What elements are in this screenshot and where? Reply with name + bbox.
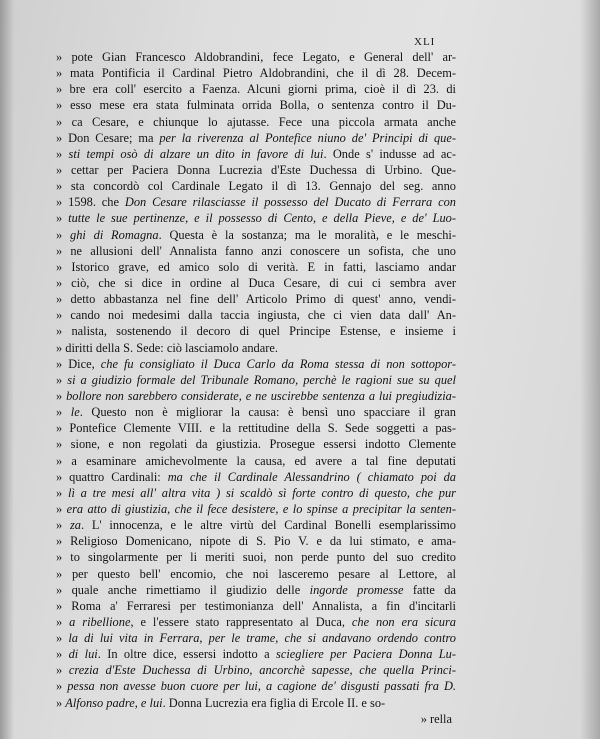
text-segment: » a esaminare amichevolmente la causa, ed avere a tal fine deputati [56, 453, 456, 468]
text-segment: » [56, 663, 69, 678]
text-line [56, 549, 456, 565]
page-edge-shadow [580, 0, 600, 739]
italic-text: Don Cesare rilasciasse il possesso del Ducato di Ferrara con [124, 195, 456, 210]
italic-text: ingorde promesse [309, 582, 404, 597]
text-line [56, 662, 456, 678]
italic-text: pessa non avesse buon cuore per lui, a cagione de' disgusti passati fra D. [67, 679, 456, 694]
text-line [56, 323, 456, 339]
text-segment: » [56, 501, 67, 516]
text-line [56, 210, 456, 226]
italic-text: sti tempi osò di alzare un dito in favore di lui [68, 146, 324, 161]
text-line [56, 533, 456, 549]
text-segment: » [56, 679, 68, 694]
italic-text: la di lui vita in Ferrara, per le trame, che si andavano ordendo contro [68, 631, 456, 646]
italic-text: le [70, 405, 80, 420]
text-segment: . L' innocenza, e le altre virtù del Cardinal Bonelli esemplarissimo [80, 518, 456, 533]
text-line [56, 340, 456, 356]
text-segment: » ne allusioni dell' Annalista fanno anzi conoscere un sofista, che uno [56, 243, 456, 258]
text-line [56, 372, 456, 388]
text-segment: » [56, 631, 69, 646]
text-line [56, 146, 456, 162]
text-line [56, 501, 456, 517]
text-line [56, 695, 456, 711]
text-line [56, 404, 456, 420]
text-segment: » [56, 614, 70, 629]
text-segment: . Questa è la sostanza; ma le moralità, e le meschi- [158, 227, 456, 242]
text-segment: » sione, e non regolati da giustizia. Prosegue essersi indotto Clemente [56, 437, 456, 452]
italic-text: Alfonso padre, e lui [65, 695, 163, 710]
text-segment: » [56, 695, 66, 710]
italic-text: a ribellione [69, 614, 131, 629]
text-line [56, 307, 456, 323]
italic-text: era atto di giustizia, che il fece desistere, e lo spinse a precipitar la senten- [66, 501, 456, 516]
text-line [56, 453, 456, 469]
text-segment: » rella [420, 711, 452, 726]
text-line [56, 275, 456, 291]
text-line [56, 81, 456, 97]
italic-text: che fu consigliato il Duca Carlo da Roma stessa di non sottopor- [100, 356, 456, 371]
text-segment: » ciò, che si dice in ordine al Duca Cesare, di cui ci sembra aver [56, 275, 456, 290]
text-line [56, 65, 456, 81]
gutter-shadow [0, 0, 14, 739]
text-segment: » to singolarmente per li meriti suoi, non perde punto del suo credito [56, 550, 456, 565]
text-line [56, 291, 456, 307]
text-segment: » quattro Cardinali: [56, 469, 168, 484]
text-line [56, 356, 456, 372]
text-line [56, 598, 456, 614]
text-line [56, 646, 456, 662]
italic-text: ma che il Cardinale Alessandrino ( chiamato poi da [167, 469, 456, 484]
text-segment: » per questo bell' encomio, che noi lasceremo pesare al Lettore, al [56, 566, 456, 581]
text-segment: » sta concordò col Cardinale Legato il dì 13. Gennajo del seg. anno [56, 179, 456, 194]
text-segment: » Istorico grave, ed amico solo di verità. E in fatti, lasciamo andar [56, 259, 456, 274]
text-segment: » cettar per Paciera Donna Lucrezia d'Este Duchessa di Urbino. Que- [56, 162, 456, 177]
text-segment: fatte da [403, 582, 456, 597]
text-line [56, 259, 456, 275]
text-segment: » ca Cesare, e chiunque lo ajutasse. Fece una piccola armata anche [56, 114, 456, 129]
text-segment: » Dice, [56, 356, 101, 371]
text-line [56, 485, 456, 501]
text-segment: » [56, 388, 67, 403]
text-segment: » esso mese era stata fulminata orrida Bolla, o sentenza contro il Du- [56, 98, 456, 113]
text-line [56, 97, 456, 113]
italic-text: che non era sicura [351, 614, 456, 629]
text-line [56, 711, 456, 727]
text-segment: » Religioso Domenicano, nipote di S. Pio V. e da lui stimato, e ama- [56, 534, 456, 549]
text-line [56, 582, 456, 598]
italic-text: si a giudizio formale del Tribunale Romano, perchè le ragioni sue su quel [67, 372, 456, 387]
text-segment: , e l'essere stato rappresentato al Duca, [130, 614, 352, 629]
text-segment: » bre era coll' esercito a Faenza. Alcuni giorni prima, cioè il dì 23. di [56, 82, 456, 97]
text-segment: » [56, 372, 68, 387]
italic-text: crezia d'Este Duchessa di Urbino, ancorchè sapesse, che quella Princi- [68, 663, 456, 678]
text-segment: » mata Pontificia il Cardinal Pietro Aldobrandini, che il dì 28. Decem- [56, 66, 456, 81]
text-segment: » [56, 485, 68, 500]
italic-text: za [69, 518, 81, 533]
text-segment: » nalista, sostenendo il decoro di quel Principe Estense, e insieme i [56, 324, 456, 339]
text-segment: » [56, 211, 69, 226]
text-line [56, 630, 456, 646]
text-line [56, 162, 456, 178]
text-segment: » pote Gian Francesco Aldobrandini, fece Legato, e General dell' ar- [56, 50, 456, 64]
italic-text: di lui [68, 647, 98, 662]
text-segment: . Questo non è migliorar la causa: è bensì uno spacciare il gran [79, 405, 456, 420]
text-segment: » cando noi medesimi dalla taccia ingiusta, che ci vien data dall' An- [56, 308, 456, 323]
text-line [56, 130, 456, 146]
italic-text: sciegliere per Paciera Donna Lu- [276, 647, 456, 662]
italic-text: ghi di Romagna [70, 227, 159, 242]
text-segment: » [56, 146, 69, 161]
text-line [56, 436, 456, 452]
text-line [56, 227, 456, 243]
text-line [56, 178, 456, 194]
text-segment: » detto abbastanza nel fine dell' Articolo Primo di quest' anno, vendi- [56, 292, 456, 307]
text-line [56, 420, 456, 436]
italic-text: lì a tre mesi all' altra vita ) si scaldò sì forte contro di questo, che pur [68, 485, 456, 500]
text-segment: » [56, 405, 71, 420]
text-line [56, 517, 456, 533]
text-line [56, 614, 456, 630]
body-text [56, 49, 456, 727]
text-segment: » diritti della S. Sede: ciò lasciamolo andare. [56, 340, 278, 355]
text-segment: » quale anche rimettiamo il giudizio delle [56, 582, 310, 597]
italic-text: tutte le sue pertinenze, e il possesso di Cento, e della Pieve, e de' Luo- [68, 211, 456, 226]
text-segment: » [56, 227, 70, 242]
text-segment: . Donna Lucrezia era figlia di Ercole II. e so- [162, 695, 386, 710]
page-number: XLI [414, 36, 436, 48]
italic-text: bollore non sarebbero considerate, e ne uscirebbe sentenza a lui pregiudizia- [66, 388, 456, 403]
text-segment: » [56, 647, 69, 662]
text-line [56, 388, 456, 404]
text-line [56, 566, 456, 582]
text-line [56, 194, 456, 210]
text-segment: » 1598. che [56, 195, 125, 210]
text-segment: » Pontefice Clemente VIII. e la rettitudine della S. Sede soggetti a pas- [56, 421, 456, 436]
text-line [56, 49, 456, 65]
text-segment: » [56, 518, 70, 533]
text-segment: » Roma a' Ferraresi per testimonianza dell' Annalista, a fin d'incitarli [56, 598, 456, 613]
italic-text: per la riverenza al Pontefice niuno de' Principi di que- [159, 130, 456, 145]
text-line [56, 243, 456, 259]
text-segment: » Don Cesare; ma [56, 130, 160, 145]
text-segment: . In oltre dice, essersi indotto a [97, 647, 277, 662]
text-segment: . Onde s' indusse ad ac- [323, 146, 456, 161]
text-line [56, 678, 456, 694]
text-line [56, 469, 456, 485]
text-line [56, 114, 456, 130]
